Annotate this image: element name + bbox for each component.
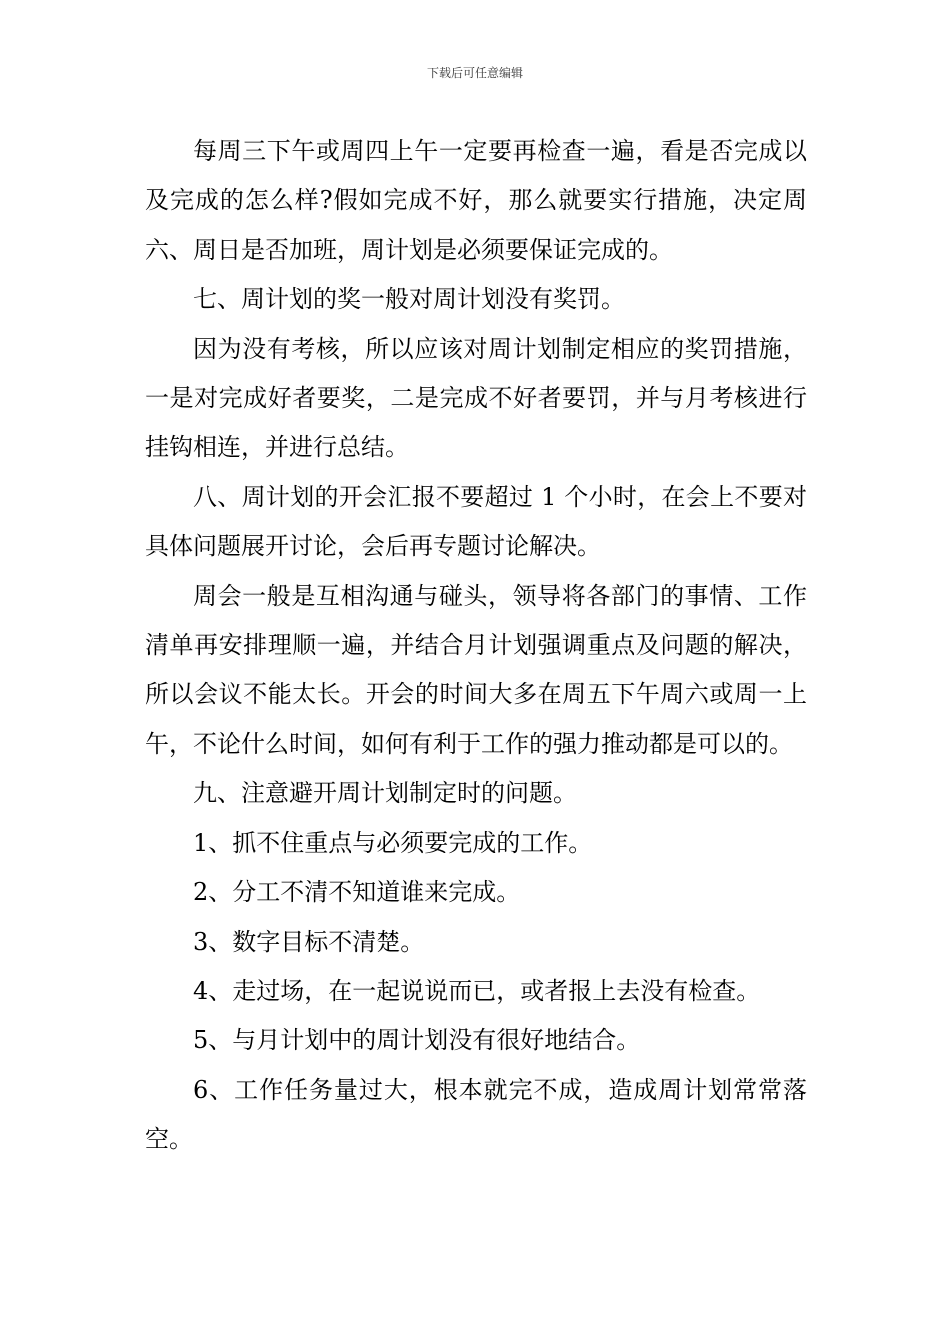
heading-nine-problems: 九、注意避开周计划制定时的问题。: [193, 779, 577, 808]
paragraph-weekly-meeting: 周会一般是互相沟通与碰头，领导将各部门的事情、工作清单再安排理顺一遍，并结合月计划强调重点及问题的解决，所以会议不能太长。开会的时间大多在周五下午周六或周一上午，不论什么时间，如何有利于工作的强力推动都是可以的。: [145, 581, 807, 758]
heading-seven-rewards: 七、周计划的奖一般对周计划没有奖罚。: [193, 285, 625, 314]
list-item-1: 1、抓不住重点与必须要完成的工作。: [193, 828, 593, 857]
page-header: 下载后可任意编辑: [426, 66, 523, 80]
heading-eight-meeting: 八、周计划的开会汇报不要超过 1 个小时，在会上不要对具体问题展开讨论，会后再专题讨论解决。: [145, 482, 807, 561]
list-item-4: 4、走过场，在一起说说而已，或者报上去没有检查。: [193, 976, 761, 1005]
paragraph-check-progress: 每周三下午或周四上午一定要再检查一遍，看是否完成以及完成的怎么样?假如完成不好，那么就要实行措施，决定周六、周日是否加班，周计划是必须要保证完成的。: [145, 137, 807, 264]
list-item-3: 3、数字目标不清楚。: [193, 927, 425, 956]
list-item-2: 2、分工不清不知道谁来完成。: [193, 878, 521, 907]
list-item-5: 5、与月计划中的周计划没有很好地结合。: [193, 1026, 641, 1055]
paragraph-reward-measures: 因为没有考核，所以应该对周计划制定相应的奖罚措施，一是对完成好者要奖，二是完成不好者要罚，并与月考核进行挂钩相连，并进行总结。: [145, 334, 807, 462]
list-item-6: 6、工作任务量过大，根本就完不成，造成周计划常常落空。: [145, 1075, 807, 1154]
document-body: [145, 127, 807, 1165]
